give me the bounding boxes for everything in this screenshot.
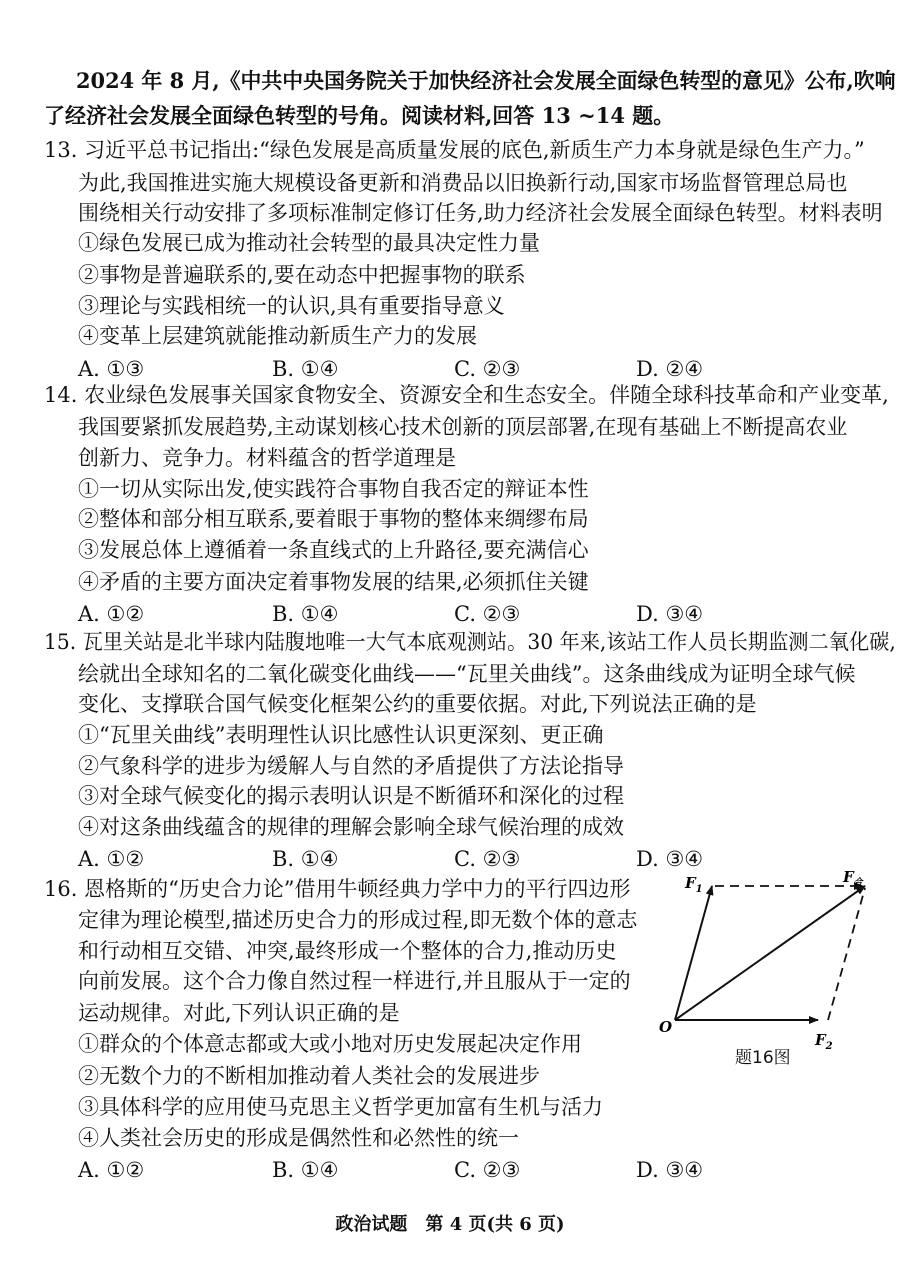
q14-stem-line-1: 14. 农业绿色发展事关国家食物安全、资源安全和生态安全。伴随全球科技革命和产业变革, xyxy=(44,383,889,407)
q15-option-c[interactable]: C. ②③ xyxy=(454,847,521,871)
q16-statement-4: ④人类社会历史的形成是偶然性和必然性的统一 xyxy=(78,1126,519,1150)
q14-statement-1: ①一切从实际出发,使实践符合事物自我否定的辩证本性 xyxy=(78,477,589,501)
q15-stem-line-3: 变化、支撑联合国气候变化框架公约的重要依据。对此,下列说法正确的是 xyxy=(78,692,757,716)
q15-statement-3: ③对全球气候变化的揭示表明认识是不断循环和深化的过程 xyxy=(78,784,624,808)
q13-stem-line-1: 13. 习近平总书记指出:“绿色发展是高质量发展的底色,新质生产力本身就是绿色生产力。” xyxy=(44,138,865,162)
intro-line-2: 了经济社会发展全面绿色转型的号角。阅读材料,回答 13 ~14 题。 xyxy=(44,103,675,128)
resultant-force-vector xyxy=(675,886,865,1020)
q15-statement-1: ①“瓦里关曲线”表明理性认识比感性认识更深刻、更正确 xyxy=(78,723,604,747)
q14-statement-4: ④矛盾的主要方面决定着事物发展的结果,必须抓住关键 xyxy=(78,570,589,594)
figure-caption: 题16图 xyxy=(735,1048,791,1068)
q16-stem-line-5: 运动规律。对此,下列认识正确的是 xyxy=(78,1001,400,1025)
q15-options xyxy=(78,847,900,869)
q13-option-b[interactable]: B. ①④ xyxy=(272,357,339,381)
q14-options xyxy=(78,602,900,624)
label-f1: $F_1$ xyxy=(685,874,703,895)
q14-stem-line-3: 创新力、竞争力。材料蕴含的哲学道理是 xyxy=(78,446,456,470)
q13-statement-1: ①绿色发展已成为推动社会转型的最具决定性力量 xyxy=(78,231,540,255)
label-f2: $F_2$ xyxy=(815,1031,833,1052)
q16-stem-line-2: 定律为理论模型,描述历史合力的形成过程,即无数个体的意志 xyxy=(78,908,638,932)
q16-statement-3: ③具体科学的应用使马克思主义哲学更加富有生机与活力 xyxy=(78,1095,603,1119)
q15-stem-line-1: 15. 瓦里关站是北半球内陆腹地唯一大气本底观测站。30 年来,该站工作人员长期监测二氧化碳, xyxy=(44,630,896,654)
label-f-resultant: $F_合$ xyxy=(843,868,863,888)
q16-statement-1: ①群众的个体意志都或大或小地对历史发展起决定作用 xyxy=(78,1032,582,1056)
q13-options xyxy=(78,357,900,379)
q16-stem-line-1: 16. 恩格斯的“历史合力论”借用牛顿经典力学中力的平行四边形 xyxy=(44,877,631,901)
label-o: O xyxy=(659,1018,673,1036)
q15-option-b[interactable]: B. ①④ xyxy=(272,847,339,871)
q14-option-d[interactable]: D. ③④ xyxy=(636,602,704,626)
q13-option-a[interactable]: A. ①③ xyxy=(78,357,145,381)
q13-statement-3: ③理论与实践相统一的认识,具有重要指导意义 xyxy=(78,294,505,318)
q13-statement-2: ②事物是普遍联系的,要在动态中把握事物的联系 xyxy=(78,263,526,287)
force-vector-f1 xyxy=(675,886,712,1020)
q14-statement-3: ③发展总体上遵循着一条直线式的上升路径,要充满信心 xyxy=(78,538,589,562)
q16-option-a[interactable]: A. ①② xyxy=(78,1158,145,1182)
q15-statement-2: ②气象科学的进步为缓解人与自然的矛盾提供了方法论指导 xyxy=(78,754,624,778)
q13-option-c[interactable]: C. ②③ xyxy=(454,357,521,381)
q14-statement-2: ②整体和部分相互联系,要着眼于事物的整体来绸缪布局 xyxy=(78,507,589,531)
q14-option-c[interactable]: C. ②③ xyxy=(454,602,521,626)
q16-option-d[interactable]: D. ③④ xyxy=(636,1158,704,1182)
q16-options xyxy=(78,1158,900,1180)
force-parallelogram-figure xyxy=(655,868,885,1068)
q15-option-a[interactable]: A. ①② xyxy=(78,847,145,871)
q16-stem-line-3: 和行动相互交错、冲突,最终形成一个整体的合力,推动历史 xyxy=(78,939,617,963)
q13-option-d[interactable]: D. ②④ xyxy=(636,357,704,381)
q14-stem-line-2: 我国要紧抓发展趋势,主动谋划核心技术创新的顶层部署,在现有基础上不断提高农业 xyxy=(78,415,848,439)
q16-option-c[interactable]: C. ②③ xyxy=(454,1158,521,1182)
q13-statement-4: ④变革上层建筑就能推动新质生产力的发展 xyxy=(78,324,477,348)
q15-statement-4: ④对这条曲线蕴含的规律的理解会影响全球气候治理的成效 xyxy=(78,815,624,839)
q14-option-b[interactable]: B. ①④ xyxy=(272,602,339,626)
q16-option-b[interactable]: B. ①④ xyxy=(272,1158,339,1182)
q13-stem-line-2: 为此,我国推进实施大规模设备更新和消费品以旧换新行动,国家市场监督管理总局也 xyxy=(78,171,848,195)
q16-statement-2: ②无数个力的不断相加推动着人类社会的发展进步 xyxy=(78,1064,540,1088)
q16-stem-line-4: 向前发展。这个合力像自然过程一样进行,并且服从于一定的 xyxy=(78,969,631,993)
q13-stem-line-3: 围绕相关行动安排了多项标准制定修订任务,助力经济社会发展全面绿色转型。材料表明 xyxy=(78,201,883,225)
page-footer: 政治试题 第 4 页(共 6 页) xyxy=(335,1214,565,1235)
q15-stem-line-2: 绘就出全球知名的二氧化碳变化曲线——“瓦里关曲线”。这条曲线成为证明全球气候 xyxy=(78,662,856,686)
q14-option-a[interactable]: A. ①② xyxy=(78,602,145,626)
intro-line-1: 2024 年 8 月,《中共中央国务院关于加快经济社会发展全面绿色转型的意见》公布,吹响 xyxy=(76,68,896,93)
q15-option-d[interactable]: D. ③④ xyxy=(636,847,704,871)
